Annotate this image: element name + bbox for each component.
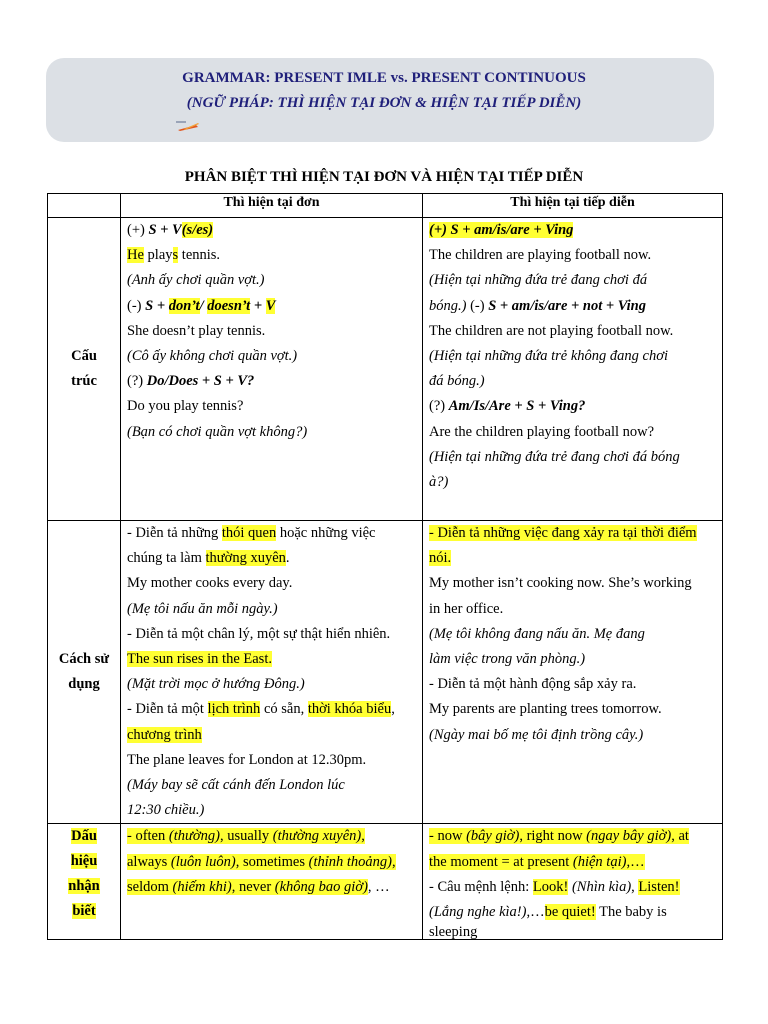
example-line: My mother isn’t cooking now. She’s working <box>429 575 692 592</box>
formula-negative: bóng.) (-) S + am/is/are + not + Ving <box>429 297 646 314</box>
example-line: The sun rises in the East. <box>127 651 272 668</box>
signal-line: - often (thường), usually (thường xuyên), <box>127 828 365 845</box>
translation-line: (Mẹ tôi nấu ăn mỗi ngày.) <box>127 600 278 617</box>
signal-line: sleeping <box>429 924 478 941</box>
example-line: My parents are planting trees tomorrow. <box>429 701 662 718</box>
example-line: She doesn’t play tennis. <box>127 322 266 339</box>
usage-line: - Diễn tả một hành động sắp xảy ra. <box>429 676 637 693</box>
translation-line: (Hiện tại những đứa trẻ đang chơi đá <box>429 272 648 289</box>
signal-line: seldom (hiếm khi), never (không bao giờ), … <box>127 878 390 895</box>
row-label-signals: Dấu hiệu nhận biết <box>48 824 121 940</box>
signals-continuous-cell <box>423 824 723 940</box>
example-line: in her office. <box>429 600 504 617</box>
usage-line: chương trình <box>127 726 202 743</box>
signal-line: always (luôn luôn), sometimes (thỉnh thoảng), <box>127 853 396 870</box>
row-label-structure: Cấu trúc <box>48 218 121 521</box>
translation-line: à?) <box>429 474 449 491</box>
column-header-simple: Thì hiện tại đơn <box>121 194 423 218</box>
table-row <box>48 824 723 940</box>
grammar-comparison-table <box>47 193 723 940</box>
translation-line: 12:30 chiều.) <box>127 802 205 819</box>
usage-continuous-cell <box>423 521 723 824</box>
signals-simple-cell <box>121 824 423 940</box>
example-line: Are the children playing football now? <box>429 423 655 440</box>
translation-line: (Anh ấy chơi quần vợt.) <box>127 272 265 289</box>
translation-line: (Mặt trời mọc ở hướng Đông.) <box>127 676 305 693</box>
example-line: He plays tennis. <box>127 247 221 264</box>
usage-simple-cell <box>121 521 423 824</box>
translation-line: làm việc trong văn phòng.) <box>429 651 586 668</box>
example-line: The plane leaves for London at 12.30pm. <box>127 751 367 768</box>
formula-positive: (+) S + am/is/are + Ving <box>429 222 574 238</box>
signal-line: the moment = at present (hiện tại),… <box>429 853 645 870</box>
table-row <box>48 521 723 824</box>
signal-line: (Lắng nghe kìa!),…be quiet! The baby is <box>429 904 667 921</box>
column-header-continuous: Thì hiện tại tiếp diễn <box>423 194 723 218</box>
header-title-vi: (NGỮ PHÁP: THÌ HIỆN TẠI ĐƠN & HIỆN TẠI TIẾP DIỄN) <box>186 95 582 111</box>
formula-negative: (-) S + don’t/ doesn’t + V <box>127 297 276 314</box>
formula-question: (?) Am/Is/Are + S + Ving? <box>429 398 586 415</box>
table-header-row <box>48 194 723 218</box>
usage-line: - Diễn tả những thói quen hoặc những việc <box>127 525 376 541</box>
translation-line: đá bóng.) <box>429 373 485 390</box>
usage-line: - Diễn tả những việc đang xảy ra tại thời điểm <box>429 525 697 541</box>
example-line: My mother cooks every day. <box>127 575 293 592</box>
translation-line: (Hiện tại những đứa trẻ không đang chơi <box>429 348 669 365</box>
translation-line: (Bạn có chơi quần vợt không?) <box>127 423 308 440</box>
signal-line: - now (bây giờ), right now (ngay bây giờ), at <box>429 828 689 845</box>
page-heading: PHÂN BIỆT THÌ HIỆN TẠI ĐƠN VÀ HIỆN TẠI TIẾP DIỄN <box>184 169 584 185</box>
usage-line: chúng ta làm thường xuyên. <box>127 550 290 567</box>
example-line: Do you play tennis? <box>127 398 244 415</box>
translation-line: (Ngày mai bố mẹ tôi định trồng cây.) <box>429 726 644 743</box>
translation-line: (Hiện tại những đứa trẻ đang chơi đá bóng <box>429 448 680 465</box>
translation-line: (Mẹ tôi không đang nấu ăn. Mẹ đang <box>429 625 645 642</box>
usage-line: - Diễn tả một lịch trình có sẵn, thời khóa biểu, <box>127 701 395 718</box>
example-line: The children are not playing football now. <box>429 322 674 339</box>
table-row <box>48 218 723 521</box>
structure-simple-cell <box>121 218 423 521</box>
header-empty-cell <box>48 194 121 218</box>
publisher-logo-icon <box>176 120 200 132</box>
structure-continuous-cell <box>423 218 723 521</box>
row-label-usage: Cách sử dụng <box>48 521 121 824</box>
signal-line: - Câu mệnh lệnh: Look! (Nhìn kìa), Listen! <box>429 878 680 895</box>
translation-line: (Máy bay sẽ cất cánh đến London lúc <box>127 777 345 794</box>
header-title-en: GRAMMAR: PRESENT IMLE vs. PRESENT CONTINUOUS <box>182 70 586 86</box>
formula-positive: (+) S + V(s/es) <box>127 222 214 238</box>
usage-line: - Diễn tả một chân lý, một sự thật hiển nhiên. <box>127 625 391 642</box>
formula-question: (?) Do/Does + S + V? <box>127 373 255 390</box>
example-line: The children are playing football now. <box>429 247 652 264</box>
usage-line: nói. <box>429 550 452 567</box>
translation-line: (Cô ấy không chơi quần vợt.) <box>127 348 298 365</box>
